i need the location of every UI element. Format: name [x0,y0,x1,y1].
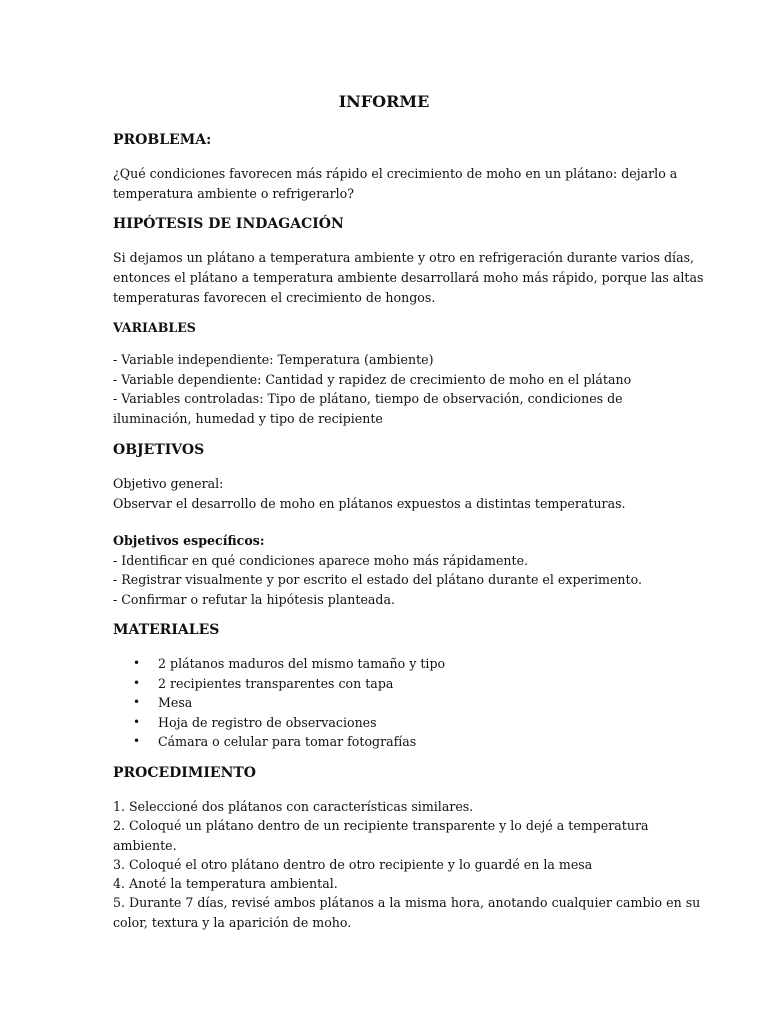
problema-line: ¿Qué condiciones favorecen más rápido el crecimiento de moho en un plátano: dejarlo a [113,166,678,181]
list-item-text: Cámara o celular para tomar fotografías [158,734,417,750]
variables-line: - Variable independiente: Temperatura (ambiente) [113,352,434,367]
objetivo-general-label: Objetivo general: [113,476,224,491]
list-item [113,654,445,674]
procedimiento-line: color, textura y la aparición de moho. [113,914,352,930]
objetivo-especifico-line: - Registrar visualmente y por escrito el estado del plátano durante el experimento. [113,572,642,588]
procedimiento-line: 1. Seleccioné dos plátanos con características similares. [113,799,474,814]
problema-line: temperatura ambiente o refrigerarlo? [113,186,355,201]
bullet-icon: • [133,714,141,729]
heading-materiales: MATERIALES [113,622,220,638]
list-item [113,674,445,694]
objetivo-general [113,474,658,513]
objetivos-especificos [113,531,658,609]
hipotesis-line: temperaturas favorecen el crecimiento de hongos. [113,290,436,305]
objetivos-especificos-label: Objetivos específicos: [113,533,265,548]
procedimiento-line: 2. Coloqué un plátano dentro de un recipiente transparente y lo dejé a temperatura [113,818,649,834]
procedimiento-line: ambiente. [113,837,177,853]
heading-problema: PROBLEMA: [113,132,212,148]
objetivo-especifico-line: - Identificar en qué condiciones aparece moho más rápidamente. [113,552,529,568]
hipotesis-line: entonces el plátano a temperatura ambiente desarrollará moho más rápido, porque las altas [113,270,704,285]
hipotesis-text [113,248,704,308]
list-item [113,732,445,752]
list-item [113,693,445,713]
list-item-text: 2 plátanos maduros del mismo tamaño y tipo [158,656,446,671]
list-item [113,713,445,733]
heading-hipotesis: HIPÓTESIS DE INDAGACIÓN [113,216,344,232]
bullet-icon: • [133,734,141,749]
procedimiento-line: 5. Durante 7 días, revisé ambos plátanos a la misma hora, anotando cualquier cambio en su [113,895,701,911]
heading-objetivos: OBJETIVOS [113,442,205,458]
materiales-list [113,654,445,752]
list-item-text: 2 recipientes transparentes con tapa [158,675,394,691]
list-item-text: Mesa [158,695,193,711]
objetivo-especifico-line: - Confirmar o refutar la hipótesis planteada. [113,591,396,607]
bullet-icon: • [133,675,141,690]
procedimiento-line: 3. Coloqué el otro plátano dentro de otro recipiente y lo guardé en la mesa [113,856,593,872]
heading-variables: VARIABLES [113,320,196,335]
variables-line: - Variables controladas: Tipo de plátano, tiempo de observación, condiciones de [113,391,623,407]
bullet-icon: • [133,695,141,710]
list-item-text: Hoja de registro de observaciones [158,714,377,730]
variables-line: - Variable dependiente: Cantidad y rapidez de crecimiento de moho en el plátano [113,371,632,387]
hipotesis-line: Si dejamos un plátano a temperatura ambiente y otro en refrigeración durante varios días, [113,250,695,265]
document-title: INFORME [338,92,430,111]
variables-text [113,350,658,428]
bullet-icon: • [133,656,141,670]
variables-line: iluminación, humedad y tipo de recipiente [113,410,383,426]
procedimiento-line: 4. Anoté la temperatura ambiental. [113,876,338,892]
objetivo-general-text: Observar el desarrollo de moho en plátanos expuestos a distintas temperaturas. [113,495,626,511]
problema-text [113,164,678,204]
procedimiento-text [113,797,701,932]
heading-procedimiento: PROCEDIMIENTO [113,765,256,781]
